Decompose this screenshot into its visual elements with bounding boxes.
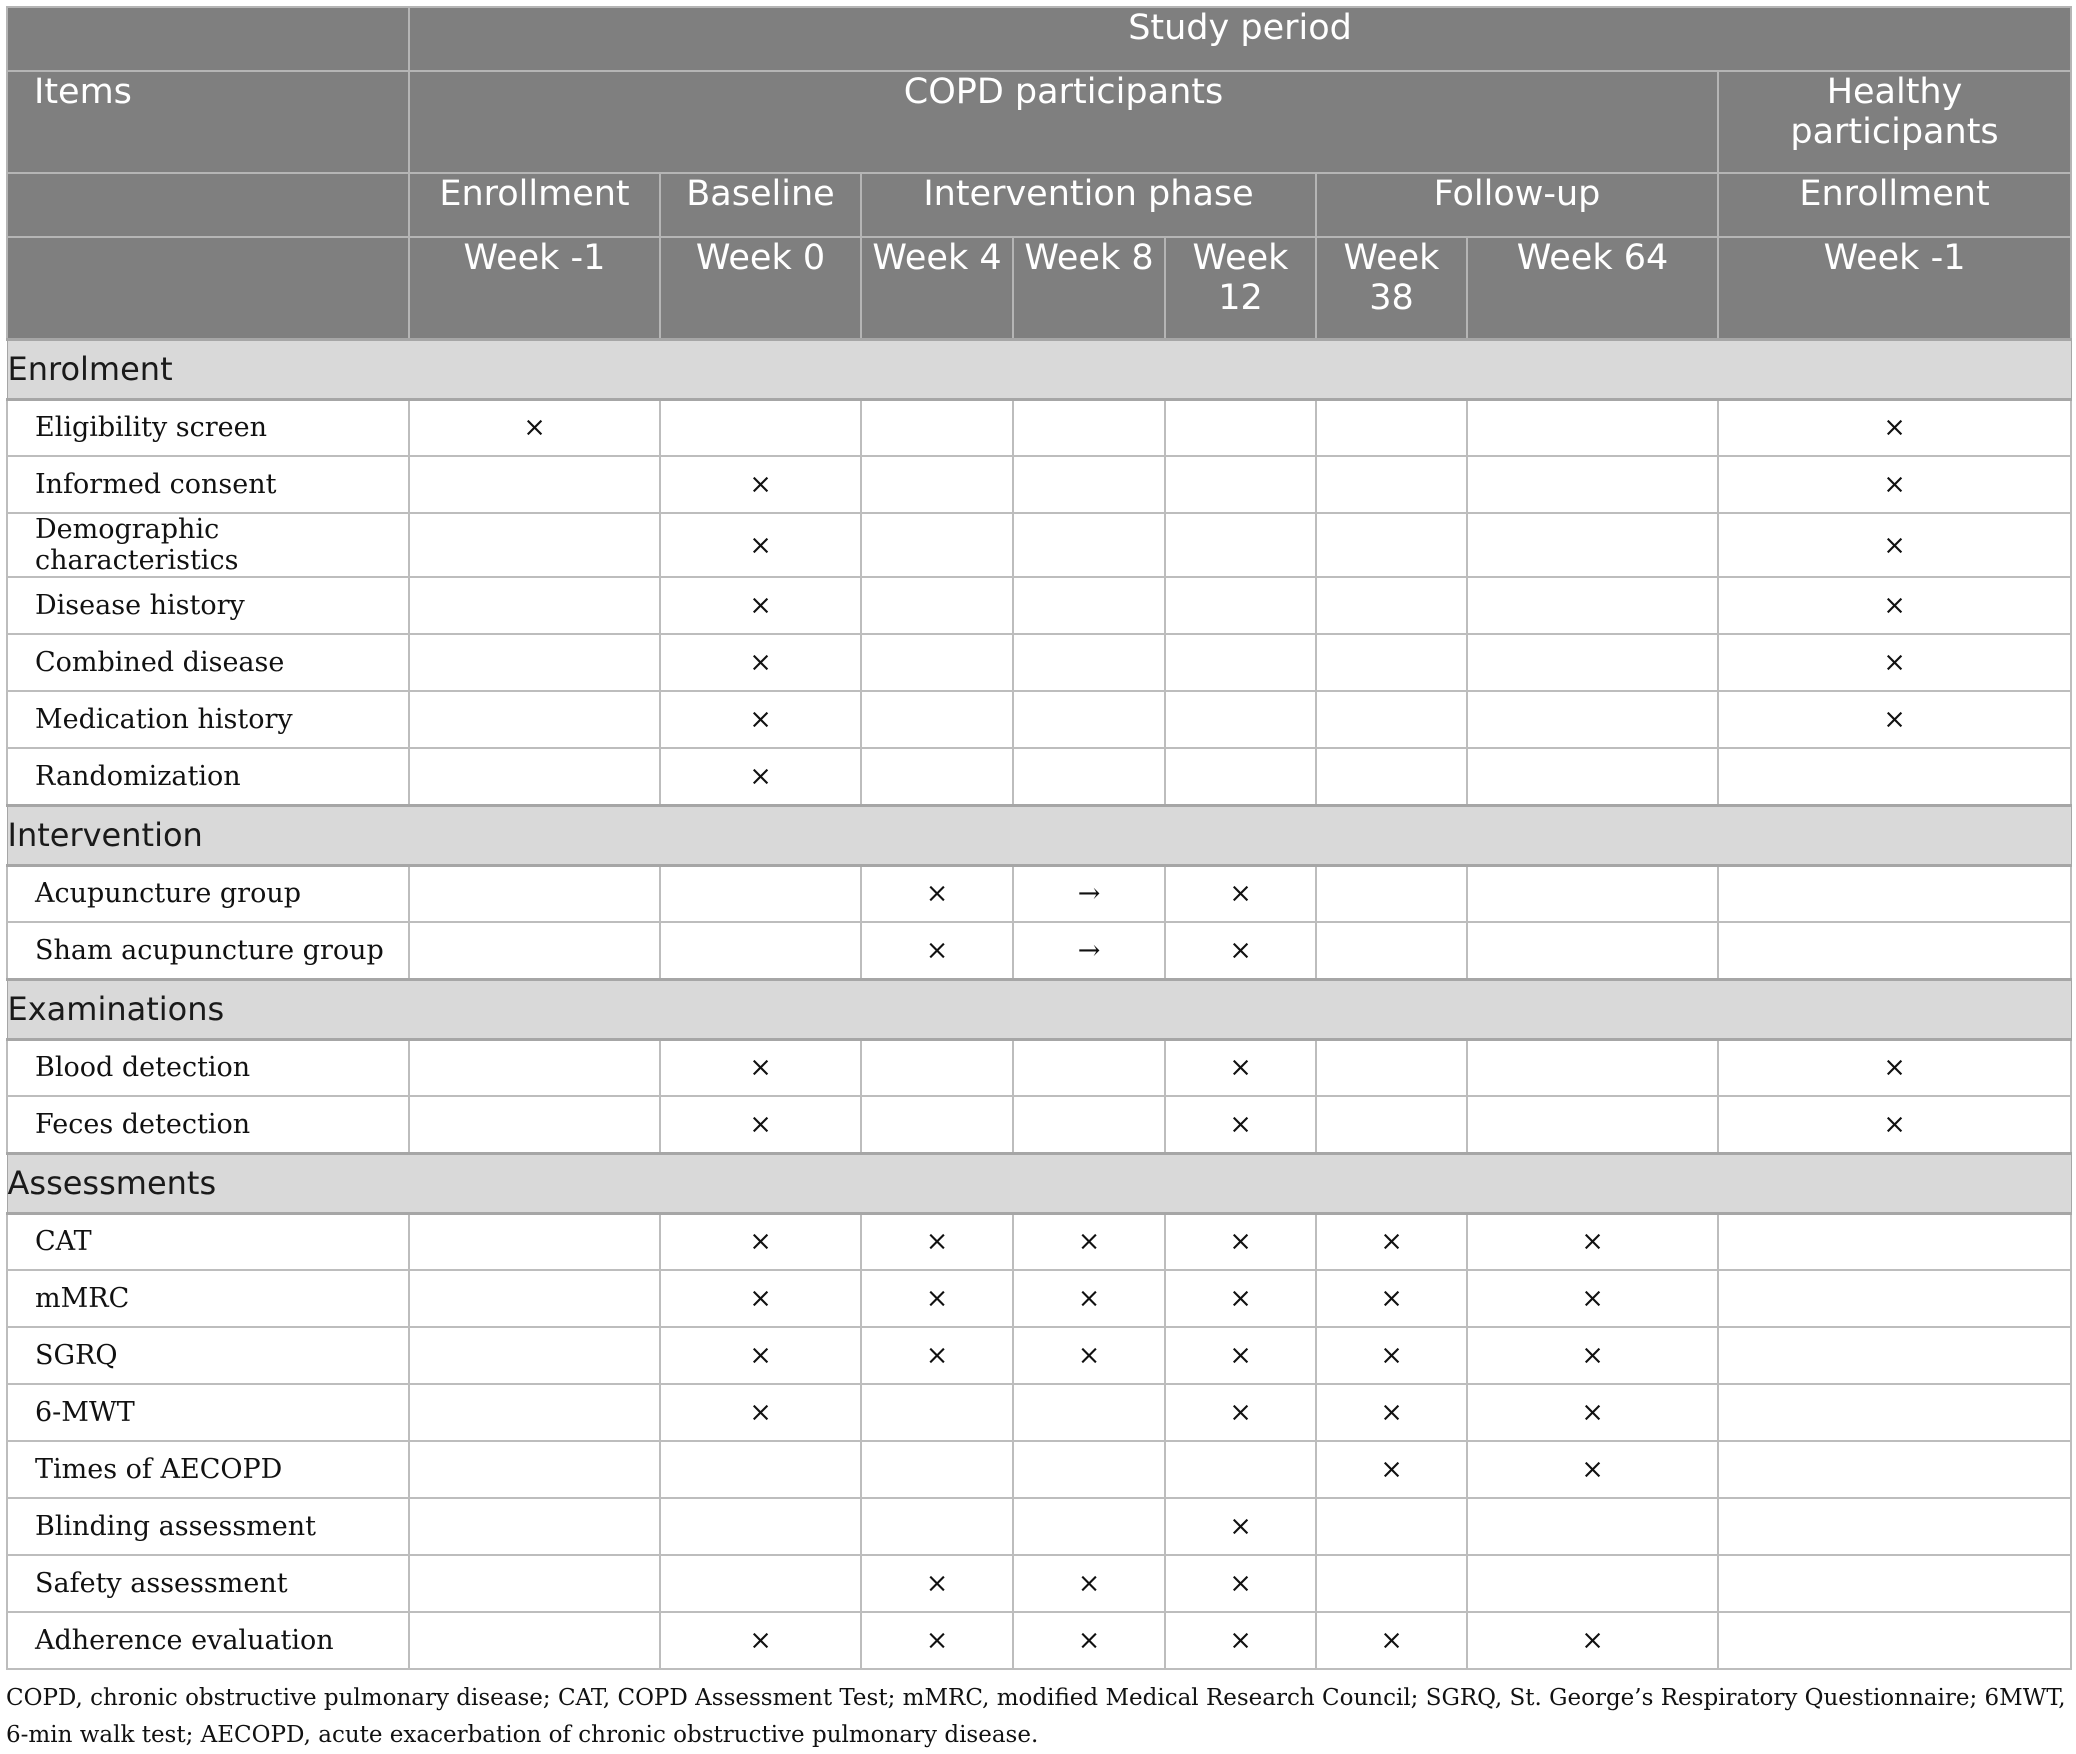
schedule-cell — [1165, 634, 1316, 691]
schedule-cell: × — [1718, 691, 2071, 748]
schedule-cell — [409, 1096, 660, 1153]
schedule-cell — [409, 865, 660, 922]
schedule-cell — [1718, 748, 2071, 805]
schedule-cell: × — [1316, 1327, 1467, 1384]
week-header: Week 4 — [861, 237, 1013, 339]
schedule-cell — [1316, 748, 1467, 805]
schedule-cell — [861, 513, 1013, 577]
schedule-cell — [660, 1498, 861, 1555]
schedule-cell: × — [861, 1612, 1013, 1669]
schedule-cell — [1467, 456, 1718, 513]
schedule-cell — [409, 513, 660, 577]
schedule-cell — [1467, 1498, 1718, 1555]
schedule-cell — [660, 399, 861, 456]
table-footnote: COPD, chronic obstructive pulmonary disease; CAT, COPD Assessment Test; mMRC, modified Medical Research Council; SGRQ, St. George’s Respiratory Questionnaire; 6MWT, 6-min walk test; AECOPD, acute exacerbation of chronic obstructive pulmonary disease. — [6, 1685, 2066, 1748]
schedule-cell — [861, 1039, 1013, 1096]
row-label: Eligibility screen — [7, 399, 409, 456]
header-empty-cell — [7, 7, 409, 71]
schedule-cell: × — [861, 865, 1013, 922]
schedule-cell: × — [1165, 1270, 1316, 1327]
table-row — [7, 399, 2071, 456]
table-row — [7, 577, 2071, 634]
schedule-cell: × — [1467, 1270, 1718, 1327]
schedule-cell — [1165, 577, 1316, 634]
header-row-weeks — [7, 237, 2071, 339]
table-row — [7, 1327, 2071, 1384]
schedule-cell — [1316, 577, 1467, 634]
schedule-cell: × — [1165, 1039, 1316, 1096]
schedule-cell — [1013, 399, 1165, 456]
schedule-cell — [409, 1327, 660, 1384]
schedule-cell: × — [1165, 922, 1316, 979]
schedule-cell — [1165, 748, 1316, 805]
schedule-cell: × — [1718, 1039, 2071, 1096]
schedule-cell: × — [1013, 1327, 1165, 1384]
schedule-cell — [1467, 513, 1718, 577]
schedule-cell — [1718, 1555, 2071, 1612]
schedule-cell: × — [1316, 1612, 1467, 1669]
schedule-cell — [1013, 513, 1165, 577]
table-row — [7, 1270, 2071, 1327]
schedule-cell: × — [660, 1384, 861, 1441]
schedule-cell — [1013, 634, 1165, 691]
table-row — [7, 513, 2071, 577]
schedule-cell — [1467, 634, 1718, 691]
row-label: Informed consent — [7, 456, 409, 513]
schedule-cell — [861, 399, 1013, 456]
schedule-cell: × — [660, 748, 861, 805]
header-row-participants — [7, 71, 2071, 173]
schedule-cell — [409, 748, 660, 805]
healthy-participants-header: Healthy participants — [1718, 71, 2071, 173]
row-label: Blinding assessment — [7, 1498, 409, 1555]
schedule-cell — [1718, 1498, 2071, 1555]
schedule-cell — [1467, 1096, 1718, 1153]
schedule-cell — [409, 1498, 660, 1555]
schedule-cell — [1718, 922, 2071, 979]
header-empty-cell — [7, 173, 409, 237]
schedule-cell — [1165, 456, 1316, 513]
schedule-cell — [1316, 456, 1467, 513]
schedule-cell: × — [1013, 1213, 1165, 1270]
week-header: Week 8 — [1013, 237, 1165, 339]
row-label: Medication history — [7, 691, 409, 748]
table-row — [7, 1039, 2071, 1096]
schedule-cell: × — [1718, 399, 2071, 456]
schedule-cell: × — [1165, 1327, 1316, 1384]
schedule-cell — [409, 922, 660, 979]
schedule-cell: × — [660, 456, 861, 513]
schedule-cell — [1718, 1270, 2071, 1327]
schedule-cell: × — [660, 513, 861, 577]
table-row — [7, 748, 2071, 805]
schedule-cell — [1165, 513, 1316, 577]
table-row — [7, 1555, 2071, 1612]
schedule-body — [7, 339, 2071, 1669]
schedule-cell: × — [861, 1327, 1013, 1384]
schedule-cell: × — [1718, 634, 2071, 691]
row-label: Blood detection — [7, 1039, 409, 1096]
schedule-cell: × — [660, 577, 861, 634]
schedule-cell: × — [1316, 1270, 1467, 1327]
schedule-cell — [1718, 1384, 2071, 1441]
schedule-cell: × — [1165, 865, 1316, 922]
row-label: Safety assessment — [7, 1555, 409, 1612]
schedule-cell: × — [1467, 1441, 1718, 1498]
row-label: Demographic characteristics — [7, 513, 409, 577]
schedule-cell — [1316, 1498, 1467, 1555]
schedule-cell — [1316, 399, 1467, 456]
phase-header: Enrollment — [409, 173, 660, 237]
schedule-cell — [861, 1384, 1013, 1441]
schedule-cell — [660, 1441, 861, 1498]
schedule-cell — [861, 748, 1013, 805]
schedule-cell: × — [1165, 1555, 1316, 1612]
schedule-cell — [1467, 748, 1718, 805]
schedule-cell — [861, 1498, 1013, 1555]
schedule-cell — [1718, 1441, 2071, 1498]
schedule-cell: × — [1718, 577, 2071, 634]
section-title: Intervention — [7, 805, 2071, 865]
schedule-cell: × — [1467, 1612, 1718, 1669]
section-title: Examinations — [7, 979, 2071, 1039]
schedule-cell — [861, 456, 1013, 513]
schedule-cell: × — [1165, 1213, 1316, 1270]
schedule-cell — [1718, 1612, 2071, 1669]
schedule-cell — [1013, 1498, 1165, 1555]
week-header: Week -1 — [1718, 237, 2071, 339]
table-row — [7, 634, 2071, 691]
section-row — [7, 805, 2071, 865]
header-row-study-period — [7, 7, 2071, 71]
section-row — [7, 339, 2071, 399]
schedule-cell — [1467, 922, 1718, 979]
schedule-cell: × — [660, 691, 861, 748]
schedule-cell: × — [660, 1096, 861, 1153]
schedule-cell — [409, 691, 660, 748]
schedule-cell — [1316, 1096, 1467, 1153]
schedule-cell — [1316, 691, 1467, 748]
row-label: SGRQ — [7, 1327, 409, 1384]
schedule-cell: × — [861, 1270, 1013, 1327]
schedule-cell: × — [1165, 1384, 1316, 1441]
table-row — [7, 1441, 2071, 1498]
section-row — [7, 979, 2071, 1039]
schedule-cell — [1316, 513, 1467, 577]
section-row — [7, 1153, 2071, 1213]
schedule-cell: × — [1165, 1498, 1316, 1555]
schedule-cell — [1013, 577, 1165, 634]
header-row-phases — [7, 173, 2071, 237]
schedule-cell: × — [409, 399, 660, 456]
schedule-cell: × — [1013, 1270, 1165, 1327]
section-title: Assessments — [7, 1153, 2071, 1213]
schedule-cell — [861, 634, 1013, 691]
table-row — [7, 1213, 2071, 1270]
header-empty-cell — [7, 237, 409, 339]
schedule-cell — [1467, 399, 1718, 456]
schedule-cell — [660, 1555, 861, 1612]
schedule-cell: × — [861, 1555, 1013, 1612]
schedule-cell — [409, 1555, 660, 1612]
schedule-cell — [1013, 691, 1165, 748]
phase-header: Enrollment — [1718, 173, 2071, 237]
schedule-cell — [861, 1096, 1013, 1153]
table-row — [7, 456, 2071, 513]
schedule-cell: × — [660, 1039, 861, 1096]
schedule-cell: × — [660, 634, 861, 691]
schedule-cell: × — [660, 1612, 861, 1669]
schedule-cell — [1316, 865, 1467, 922]
schedule-cell: × — [1316, 1441, 1467, 1498]
table-row — [7, 1096, 2071, 1153]
schedule-cell — [409, 1039, 660, 1096]
table-row — [7, 922, 2071, 979]
schedule-cell: × — [1165, 1096, 1316, 1153]
schedule-cell — [1013, 1039, 1165, 1096]
schedule-cell — [861, 577, 1013, 634]
schedule-cell: × — [1013, 1612, 1165, 1669]
week-header: Week -1 — [409, 237, 660, 339]
schedule-cell — [1013, 1384, 1165, 1441]
schedule-cell — [861, 1441, 1013, 1498]
schedule-cell — [1165, 691, 1316, 748]
schedule-cell — [1718, 1213, 2071, 1270]
row-label: Sham acupuncture group — [7, 922, 409, 979]
phase-header: Follow-up — [1316, 173, 1718, 237]
schedule-cell — [1316, 922, 1467, 979]
schedule-cell — [409, 1213, 660, 1270]
schedule-cell — [409, 634, 660, 691]
schedule-cell — [1013, 1096, 1165, 1153]
schedule-cell — [1467, 1555, 1718, 1612]
schedule-table-container — [6, 6, 2070, 1754]
week-header: Week 0 — [660, 237, 861, 339]
schedule-cell: × — [1718, 1096, 2071, 1153]
schedule-cell: × — [1316, 1213, 1467, 1270]
table-row — [7, 691, 2071, 748]
schedule-cell: × — [861, 1213, 1013, 1270]
schedule-cell — [1013, 456, 1165, 513]
schedule-cell — [1718, 1327, 2071, 1384]
row-label: Acupuncture group — [7, 865, 409, 922]
schedule-cell: × — [1467, 1384, 1718, 1441]
schedule-cell — [660, 922, 861, 979]
row-label: Combined disease — [7, 634, 409, 691]
schedule-cell: → — [1013, 865, 1165, 922]
schedule-cell: × — [1316, 1384, 1467, 1441]
schedule-cell — [1718, 865, 2071, 922]
study-schedule-table — [6, 6, 2072, 1670]
schedule-cell — [409, 577, 660, 634]
table-row — [7, 865, 2071, 922]
schedule-cell: × — [861, 922, 1013, 979]
schedule-cell: × — [1718, 456, 2071, 513]
week-header: Week 12 — [1165, 237, 1316, 339]
row-label: Times of AECOPD — [7, 1441, 409, 1498]
schedule-cell — [660, 865, 861, 922]
week-header: Week 38 — [1316, 237, 1467, 339]
schedule-cell — [1165, 399, 1316, 456]
row-label: CAT — [7, 1213, 409, 1270]
row-label: Randomization — [7, 748, 409, 805]
phase-header: Baseline — [660, 173, 861, 237]
schedule-cell — [409, 1441, 660, 1498]
schedule-cell — [1013, 748, 1165, 805]
schedule-cell — [1316, 1555, 1467, 1612]
table-row — [7, 1498, 2071, 1555]
week-header: Week 64 — [1467, 237, 1718, 339]
schedule-cell: × — [660, 1213, 861, 1270]
section-title: Enrolment — [7, 339, 2071, 399]
schedule-cell: × — [1467, 1327, 1718, 1384]
table-row — [7, 1612, 2071, 1669]
schedule-cell: × — [1718, 513, 2071, 577]
schedule-cell — [1467, 1039, 1718, 1096]
row-label: mMRC — [7, 1270, 409, 1327]
schedule-cell: → — [1013, 922, 1165, 979]
row-label: Feces detection — [7, 1096, 409, 1153]
items-header: Items — [7, 71, 409, 173]
schedule-cell — [1467, 577, 1718, 634]
schedule-cell: × — [660, 1327, 861, 1384]
table-row — [7, 1384, 2071, 1441]
row-label: Adherence evaluation — [7, 1612, 409, 1669]
row-label: Disease history — [7, 577, 409, 634]
schedule-cell — [409, 1384, 660, 1441]
copd-participants-header: COPD participants — [409, 71, 1718, 173]
schedule-cell — [409, 456, 660, 513]
schedule-cell — [1467, 691, 1718, 748]
schedule-cell — [1316, 634, 1467, 691]
schedule-cell: × — [1013, 1555, 1165, 1612]
phase-header: Intervention phase — [861, 173, 1316, 237]
schedule-cell — [409, 1270, 660, 1327]
schedule-cell — [1316, 1039, 1467, 1096]
schedule-cell — [1467, 865, 1718, 922]
schedule-cell: × — [660, 1270, 861, 1327]
study-period-header: Study period — [409, 7, 2071, 71]
row-label: 6-MWT — [7, 1384, 409, 1441]
schedule-cell — [409, 1612, 660, 1669]
schedule-cell: × — [1467, 1213, 1718, 1270]
schedule-cell — [861, 691, 1013, 748]
schedule-cell: × — [1165, 1612, 1316, 1669]
schedule-cell — [1165, 1441, 1316, 1498]
schedule-cell — [1013, 1441, 1165, 1498]
